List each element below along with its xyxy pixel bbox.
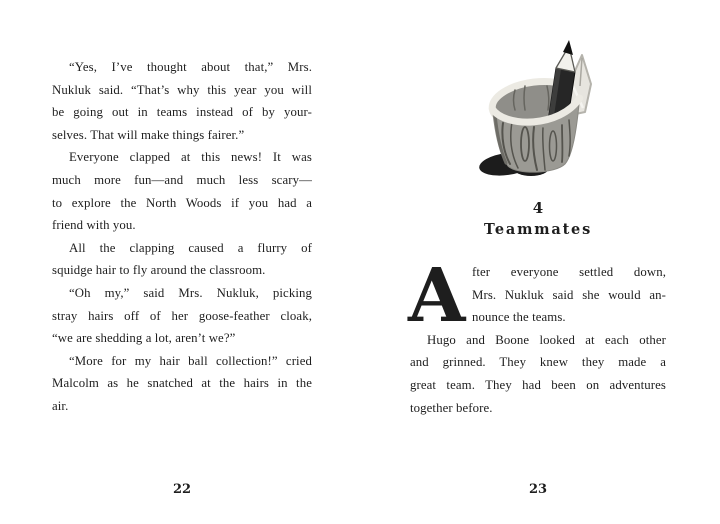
- text-line: “Yes, I’ve thought about that,” Mrs.: [69, 60, 312, 74]
- text-line: Mrs. Nukluk said she would an-: [472, 287, 666, 302]
- text-line: stray hairs off of her goose-feather cloak,: [52, 308, 312, 323]
- text-line: friend with you.: [52, 218, 136, 233]
- text-line: “More for my hair ball collection!” cried: [69, 353, 312, 368]
- text-line: All the clapping caused a flurry of: [69, 240, 312, 255]
- chapter-title: Teammates: [483, 221, 593, 238]
- text-line: Hugo and Boone looked at each other: [427, 332, 666, 347]
- right-page-text: [408, 253, 666, 419]
- opening-paragraph: [408, 253, 666, 339]
- text-line: together before.: [410, 400, 493, 415]
- left-page-text: [52, 56, 312, 418]
- text-line: “we are shedding a lot, aren’t we?”: [52, 331, 236, 346]
- text-line: and grinned. They knew they made a: [410, 355, 666, 370]
- text-line: fter everyone settled down,: [472, 265, 666, 279]
- text-line: “Oh my,” said Mrs. Nukluk, picking: [69, 285, 312, 300]
- text-line: be going out in teams instead of by your-: [52, 105, 312, 120]
- text-line: much more fun—and much less scary—: [52, 172, 312, 187]
- second-paragraph: [410, 329, 666, 419]
- drop-cap-lines: [472, 261, 666, 329]
- text-line: nounce the teams.: [472, 310, 566, 325]
- text-line: to explore the North Woods if you had a: [52, 195, 312, 210]
- drop-cap: A: [408, 253, 466, 339]
- text-line: air.: [52, 398, 69, 413]
- text-line: Malcolm as he snatched at the hairs in the: [52, 376, 312, 391]
- text-line: Nukluk said. “That’s why this year you will: [52, 82, 312, 97]
- text-line: great team. They had been on adventures: [410, 377, 666, 392]
- text-line: Everyone clapped at this news! It was: [69, 150, 312, 165]
- text-line: squidge hair to fly around the classroom.: [52, 263, 266, 278]
- pencil-cup-illustration: [455, 28, 625, 183]
- chapter-number: 4: [532, 199, 544, 217]
- right-page-number: 23: [528, 482, 548, 497]
- text-line: selves. That will make things fairer.”: [52, 127, 245, 142]
- left-page-number: 22: [172, 482, 192, 497]
